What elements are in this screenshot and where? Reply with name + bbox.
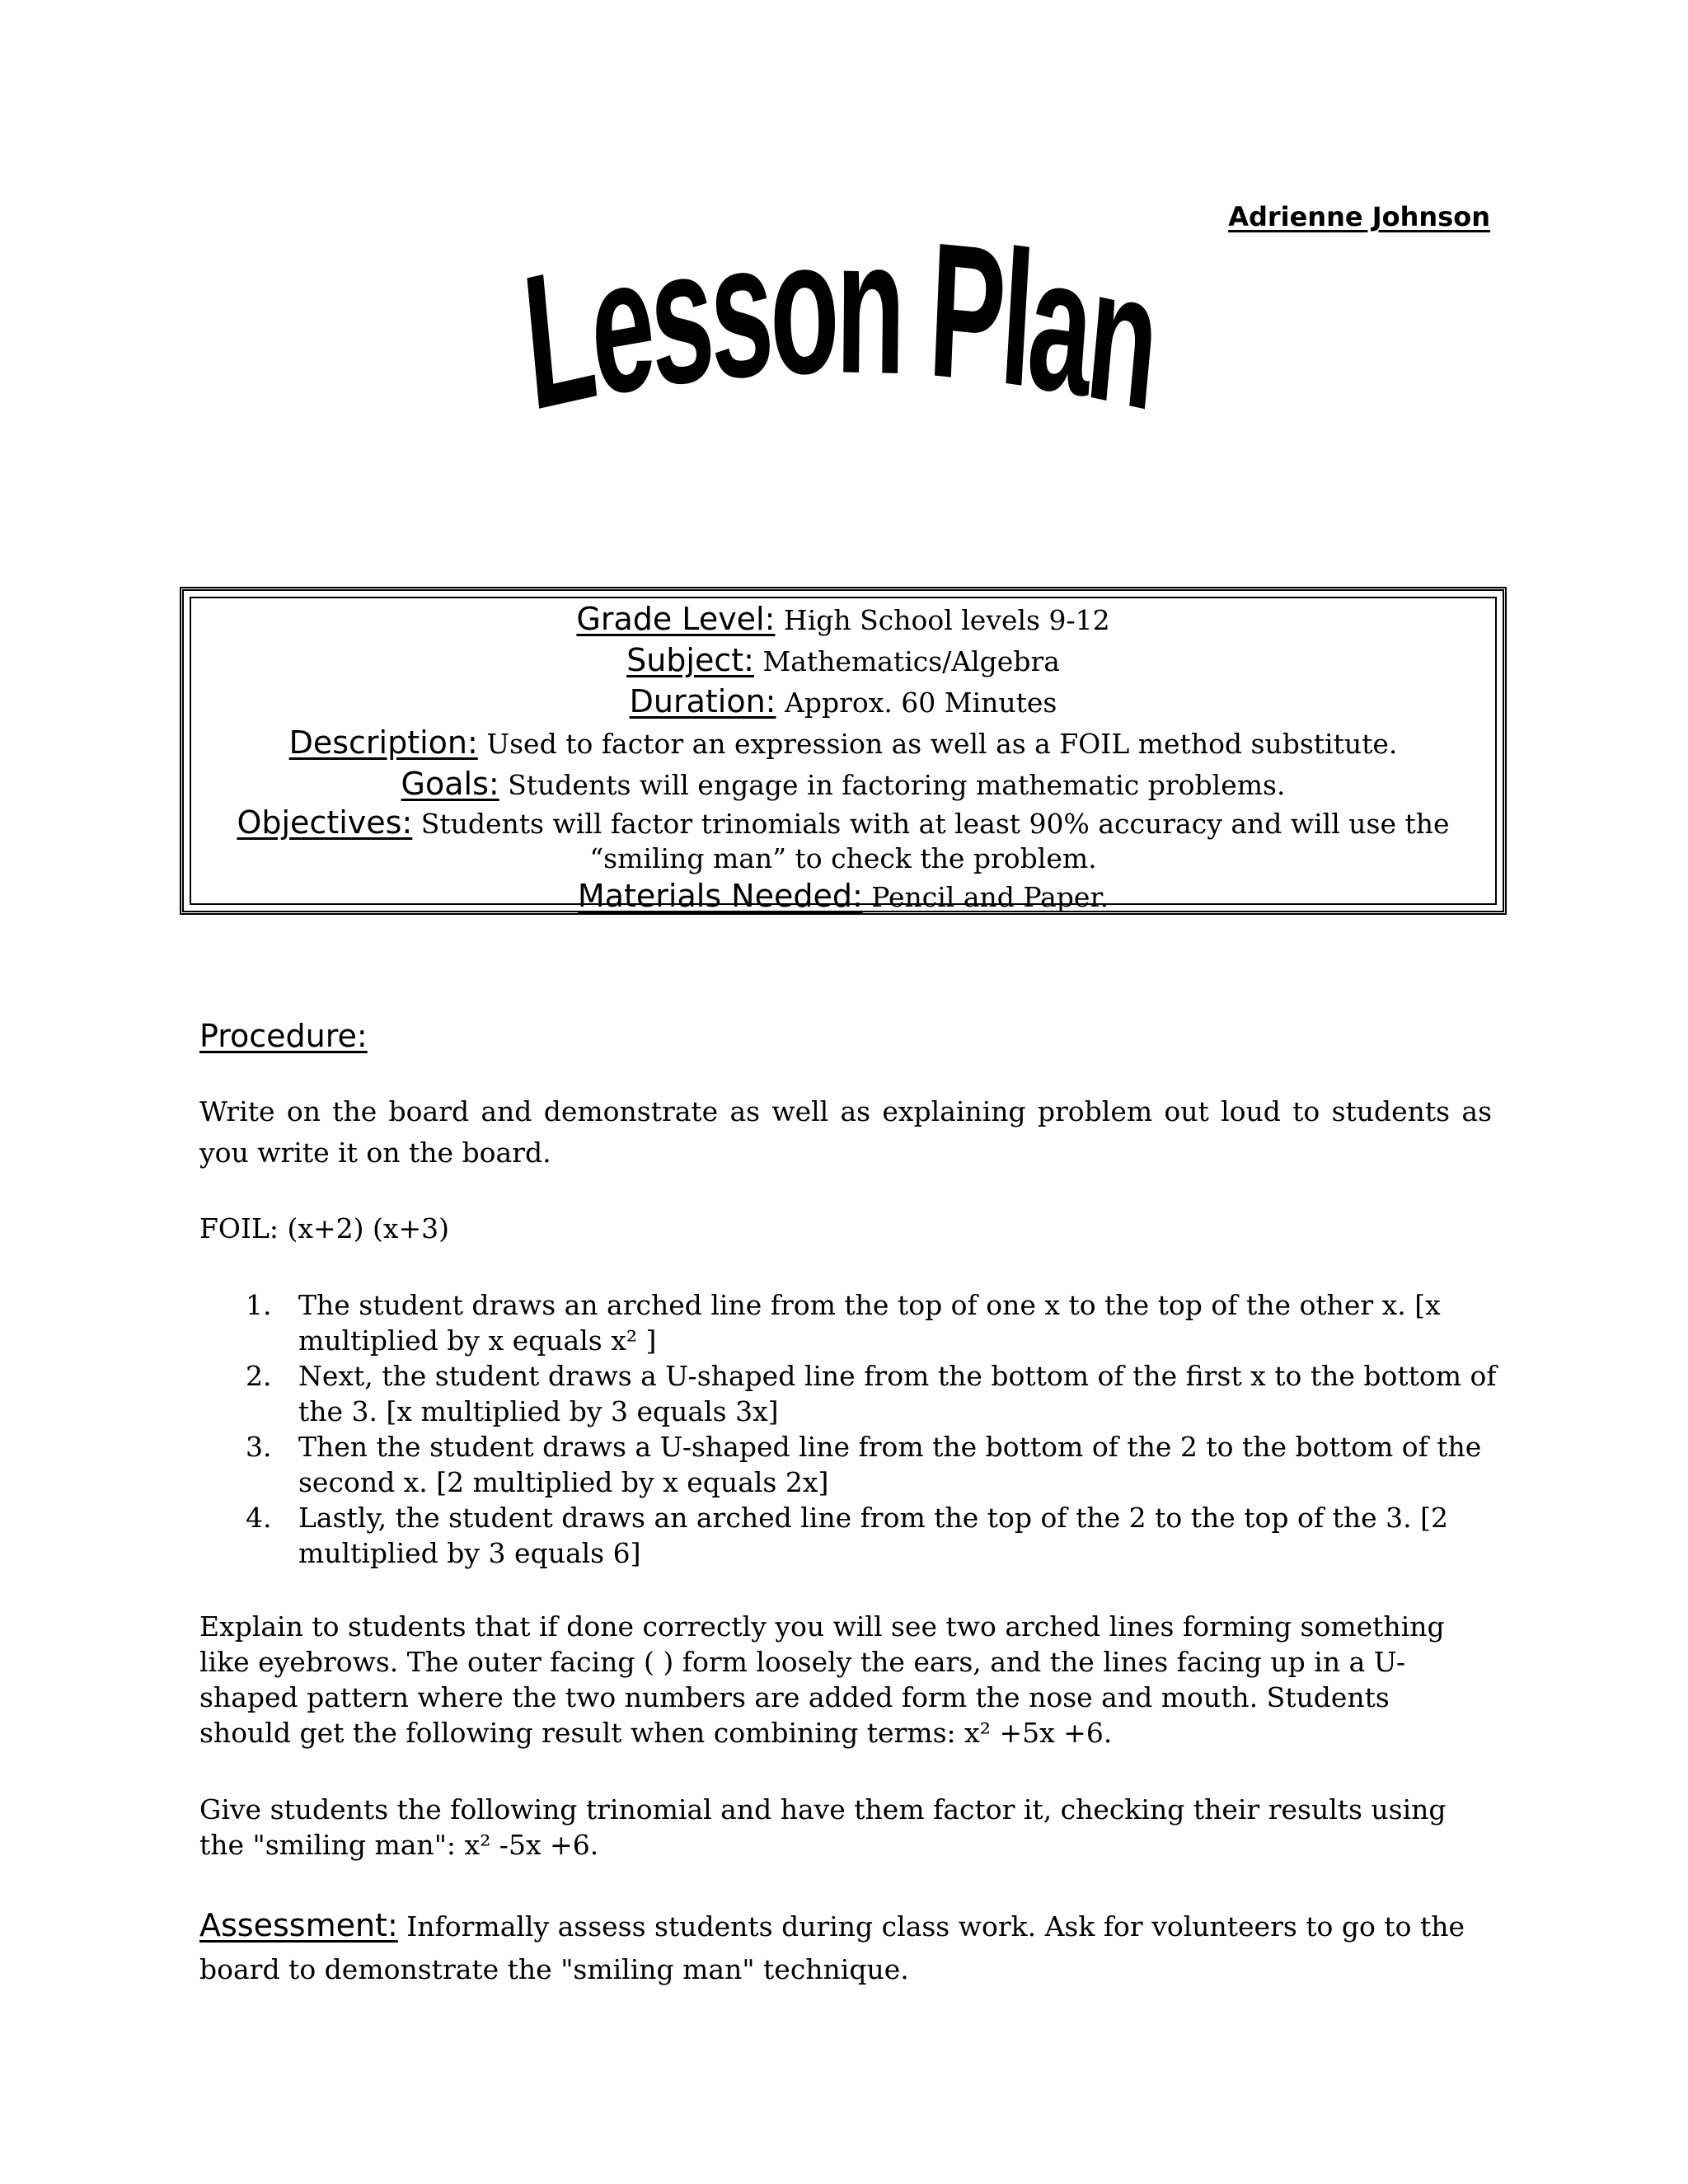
info-label: Grade Level: [576, 601, 776, 637]
step-text: Next, the student draws a U-shaped line from the bottom of the first x to the bottom of the 3. [x multiplied by 3 equals 3x] [298, 1360, 1497, 1427]
step-number: 2. [246, 1360, 272, 1392]
author-name: Adrienne Johnson [1228, 201, 1490, 232]
lesson-info-box [180, 587, 1507, 915]
explanation-paragraph: Explain to students that if done correctly you will see two arched lines forming something like eyebrows. The outer facing ( ) form loosely the ears, and the lines facing up in a U-shaped pattern where the two numbers are added form the nose and mouth. Students should get the following result when combining terms: x² +5x +6. [199, 1610, 1445, 1749]
procedure-intro: Write on the board and demonstrate as well as explaining problem out loud to students as you write it on the board. [199, 1095, 1492, 1169]
info-value: Students will factor trinomials with at least 90% accuracy and will use the “smiling man” to check the problem. [420, 808, 1450, 874]
info-value: Used to factor an expression as well as a FOIL method substitute. [486, 728, 1398, 760]
list-item [246, 1358, 1498, 1429]
procedure-steps [246, 1287, 1498, 1571]
step-number: 4. [246, 1502, 272, 1534]
step-number: 3. [246, 1431, 272, 1463]
title-wordart [515, 199, 1169, 478]
step-text: Lastly, the student draws an arched line from the top of the 2 to the top of the 3. [2 multiplied by 3 equals 6] [298, 1502, 1448, 1569]
info-grade-level [217, 599, 1470, 640]
title-textpath: Lesson Plan [515, 199, 1169, 452]
procedure-heading: Procedure: [199, 1018, 368, 1054]
list-item [246, 1429, 1498, 1500]
info-value: High School levels 9-12 [783, 604, 1110, 636]
info-value: Mathematics/Algebra [762, 645, 1060, 677]
info-value: Pencil and Paper. [871, 881, 1109, 913]
info-materials [217, 876, 1470, 917]
foil-expression: FOIL: (x+2) (x+3) [199, 1212, 450, 1244]
practice-paragraph: Give students the following trinomial and have them factor it, checking their results using the "smiling man": x² -5x +6. [199, 1793, 1447, 1861]
info-value: Approx. 60 Minutes [784, 687, 1057, 719]
info-duration [217, 682, 1470, 723]
assessment-block [199, 1904, 1492, 1991]
info-description [217, 723, 1470, 764]
info-label: Materials Needed: [577, 878, 863, 914]
list-item [246, 1287, 1498, 1358]
info-objectives [217, 805, 1470, 876]
step-text: The student draws an arched line from the top of one x to the top of the other x. [x multiplied by x equals x² ] [298, 1289, 1441, 1357]
title-text [515, 199, 1169, 452]
info-label: Duration: [629, 683, 776, 719]
info-label: Subject: [626, 642, 754, 678]
assessment-heading: Assessment: [199, 1907, 398, 1943]
lesson-plan-title [515, 199, 1169, 478]
info-goals [217, 764, 1470, 805]
step-number: 1. [246, 1289, 272, 1321]
info-value: Students will engage in factoring mathematic problems. [508, 769, 1286, 801]
info-subject [217, 640, 1470, 682]
assessment-text: Informally assess students during class work. Ask for volunteers to go to the board to demonstrate the "smiling man" technique. [199, 1910, 1465, 1985]
list-item [246, 1500, 1498, 1571]
procedure-heading-block [199, 1015, 1492, 1058]
info-label: Description: [288, 724, 478, 761]
step-text: Then the student draws a U-shaped line from the bottom of the 2 to the bottom of the second x. [2 multiplied by x equals 2x] [298, 1431, 1482, 1498]
info-label: Goals: [401, 766, 499, 802]
info-label: Objectives: [237, 804, 413, 841]
